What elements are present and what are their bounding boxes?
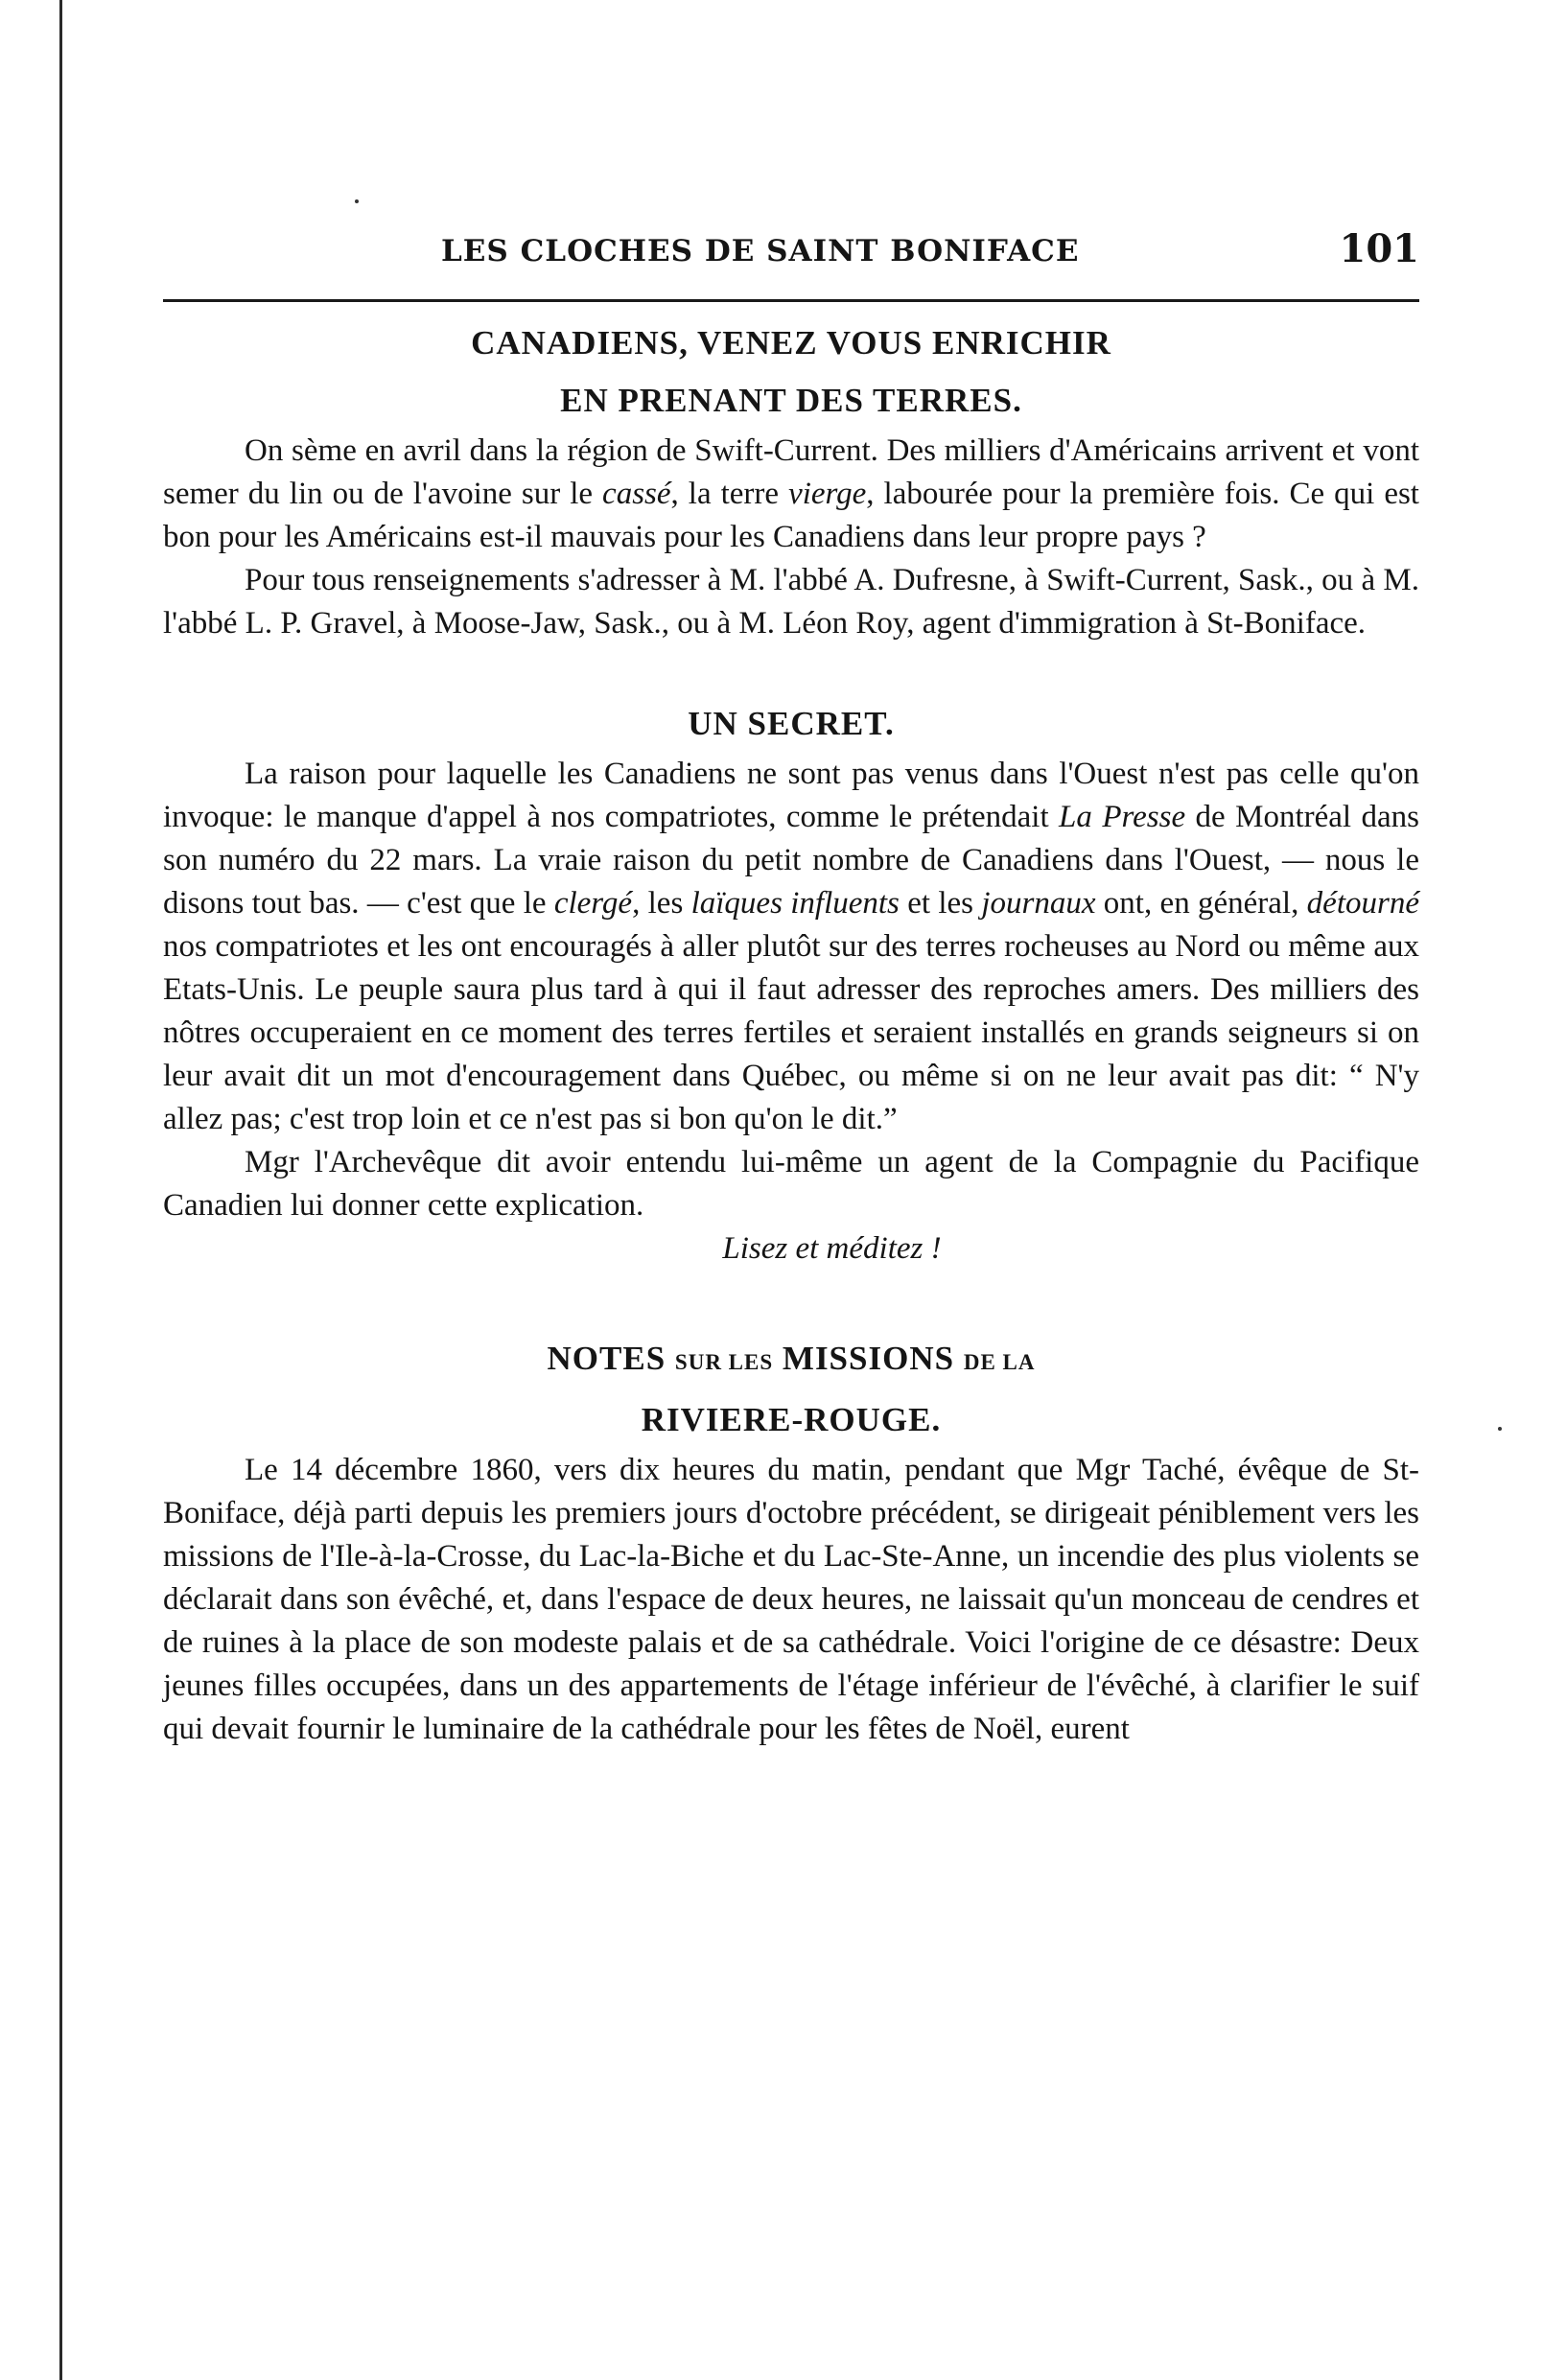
paragraph: Pour tous renseignements s'adresser à M. l'abbé A. Dufresne, à Swift-Current, Sask., ou à M. l'abbé L. P. Gravel, à Moose-Jaw, Sask., ou à M. Léon Roy, agent d'immigration à St-Boniface. [163,563,1419,641]
paragraph [163,753,1419,1141]
header-rule [163,299,1419,302]
title-small-caps: DE LA [963,1350,1036,1374]
page-binding-edge [59,0,62,2380]
paragraph: Le 14 décembre 1860, vers dix heures du matin, pendant que Mgr Taché, évêque de St-Boniface, déjà parti depuis les premiers jours d'octobre précédent, se dirigeait péniblement vers les missions de l'Ile-à-la-Crosse, du Lac-la-Biche et du Lac-Ste-Anne, un incendie des plus violents se déclarait dans son évêché, et, dans l'espace de deux heures, ne laissait qu'un monceau de cendres et de ruines à la place de son modeste palais et de sa cathédrale. Voici l'origine de ce désastre: Deux jeunes filles occupées, dans un des appartements de l'étage inférieur de l'évêché, à clarifier le suif qui devait fournir le luminaire de la cathédrale pour les fêtes de Noël, eurent [163,1453,1419,1746]
page-header [163,226,1419,284]
section-title [163,1330,1419,1391]
running-title: LES CLOCHES DE SAINT BONIFACE [441,234,1080,268]
text-run: , la terre [670,477,789,511]
text-run: La raison pour laquelle les Canadiens ne sont pas venus dans l'Ouest n'est pas celle qu'on invoque: le manque d'appel à nos compatriotes, comme le prétendait [163,757,1419,834]
italic-term: cassé [602,477,671,511]
page-number: 101 [1339,226,1419,271]
page-body [163,315,1419,1751]
section-title: CANADIENS, VENEZ VOUS ENRICHIR [471,324,1111,362]
text-run: On sème en avril dans la région de Swift-Current. Des milliers d'Américains arrivent et vont semer du lin ou de l'avoine sur le [163,433,1419,511]
section-title: RIVIERE-ROUGE. [641,1401,942,1438]
italic-term: clergé [553,886,633,921]
text-run: et les [899,886,982,921]
text-run: de Montréal dans son numéro du 22 mars. La vraie raison du petit nombre de Canadiens dans l'Ouest, — nous le disons tout bas. — c'est que le [163,800,1419,921]
text-run: ont, en général, [1095,886,1307,921]
title-small-caps: SUR LES [674,1350,774,1374]
italic-term: journaux [981,886,1096,921]
signoff: Lisez et méditez ! [722,1231,942,1266]
paragraph [163,430,1419,559]
text-run: , les [632,886,691,921]
italic-term: La Presse [1059,800,1186,834]
italic-term: détourné [1306,886,1419,921]
text-run: nos compatriotes et les ont encouragés à aller plutôt sur des terres rocheuses au Nord ou même aux Etats-Unis. Le peuple saura plus tard à qui il faut adresser des reproches amers. Des milliers des nôtres occuperaient en ce moment des terres fertiles et seraient installés en grands seigneurs si on leur avait dit un mot d'encouragement dans Québec, ou même si on ne leur avait pas dit: “ N'y allez pas; c'est trop loin et ce n'est pas si bon qu'on le dit.” [163,929,1419,1136]
scan-speck [1498,1427,1502,1431]
section-title: EN PRENANT DES TERRES. [560,382,1022,419]
scan-speck [355,199,359,203]
italic-term: laïques influents [690,886,900,921]
italic-term: vierge [788,477,867,511]
title-word: MISSIONS [782,1340,955,1377]
title-word: NOTES [547,1340,666,1377]
text-run: , labourée pour la première fois. Ce qui est bon pour les Américains est-il mauvais pour les Canadiens dans leur propre pays ? [163,477,1419,554]
section-title: UN SECRET. [688,705,895,742]
paragraph: Mgr l'Archevêque dit avoir entendu lui-même un agent de la Compagnie du Pacifique Canadien lui donner cette explication. [163,1145,1419,1223]
